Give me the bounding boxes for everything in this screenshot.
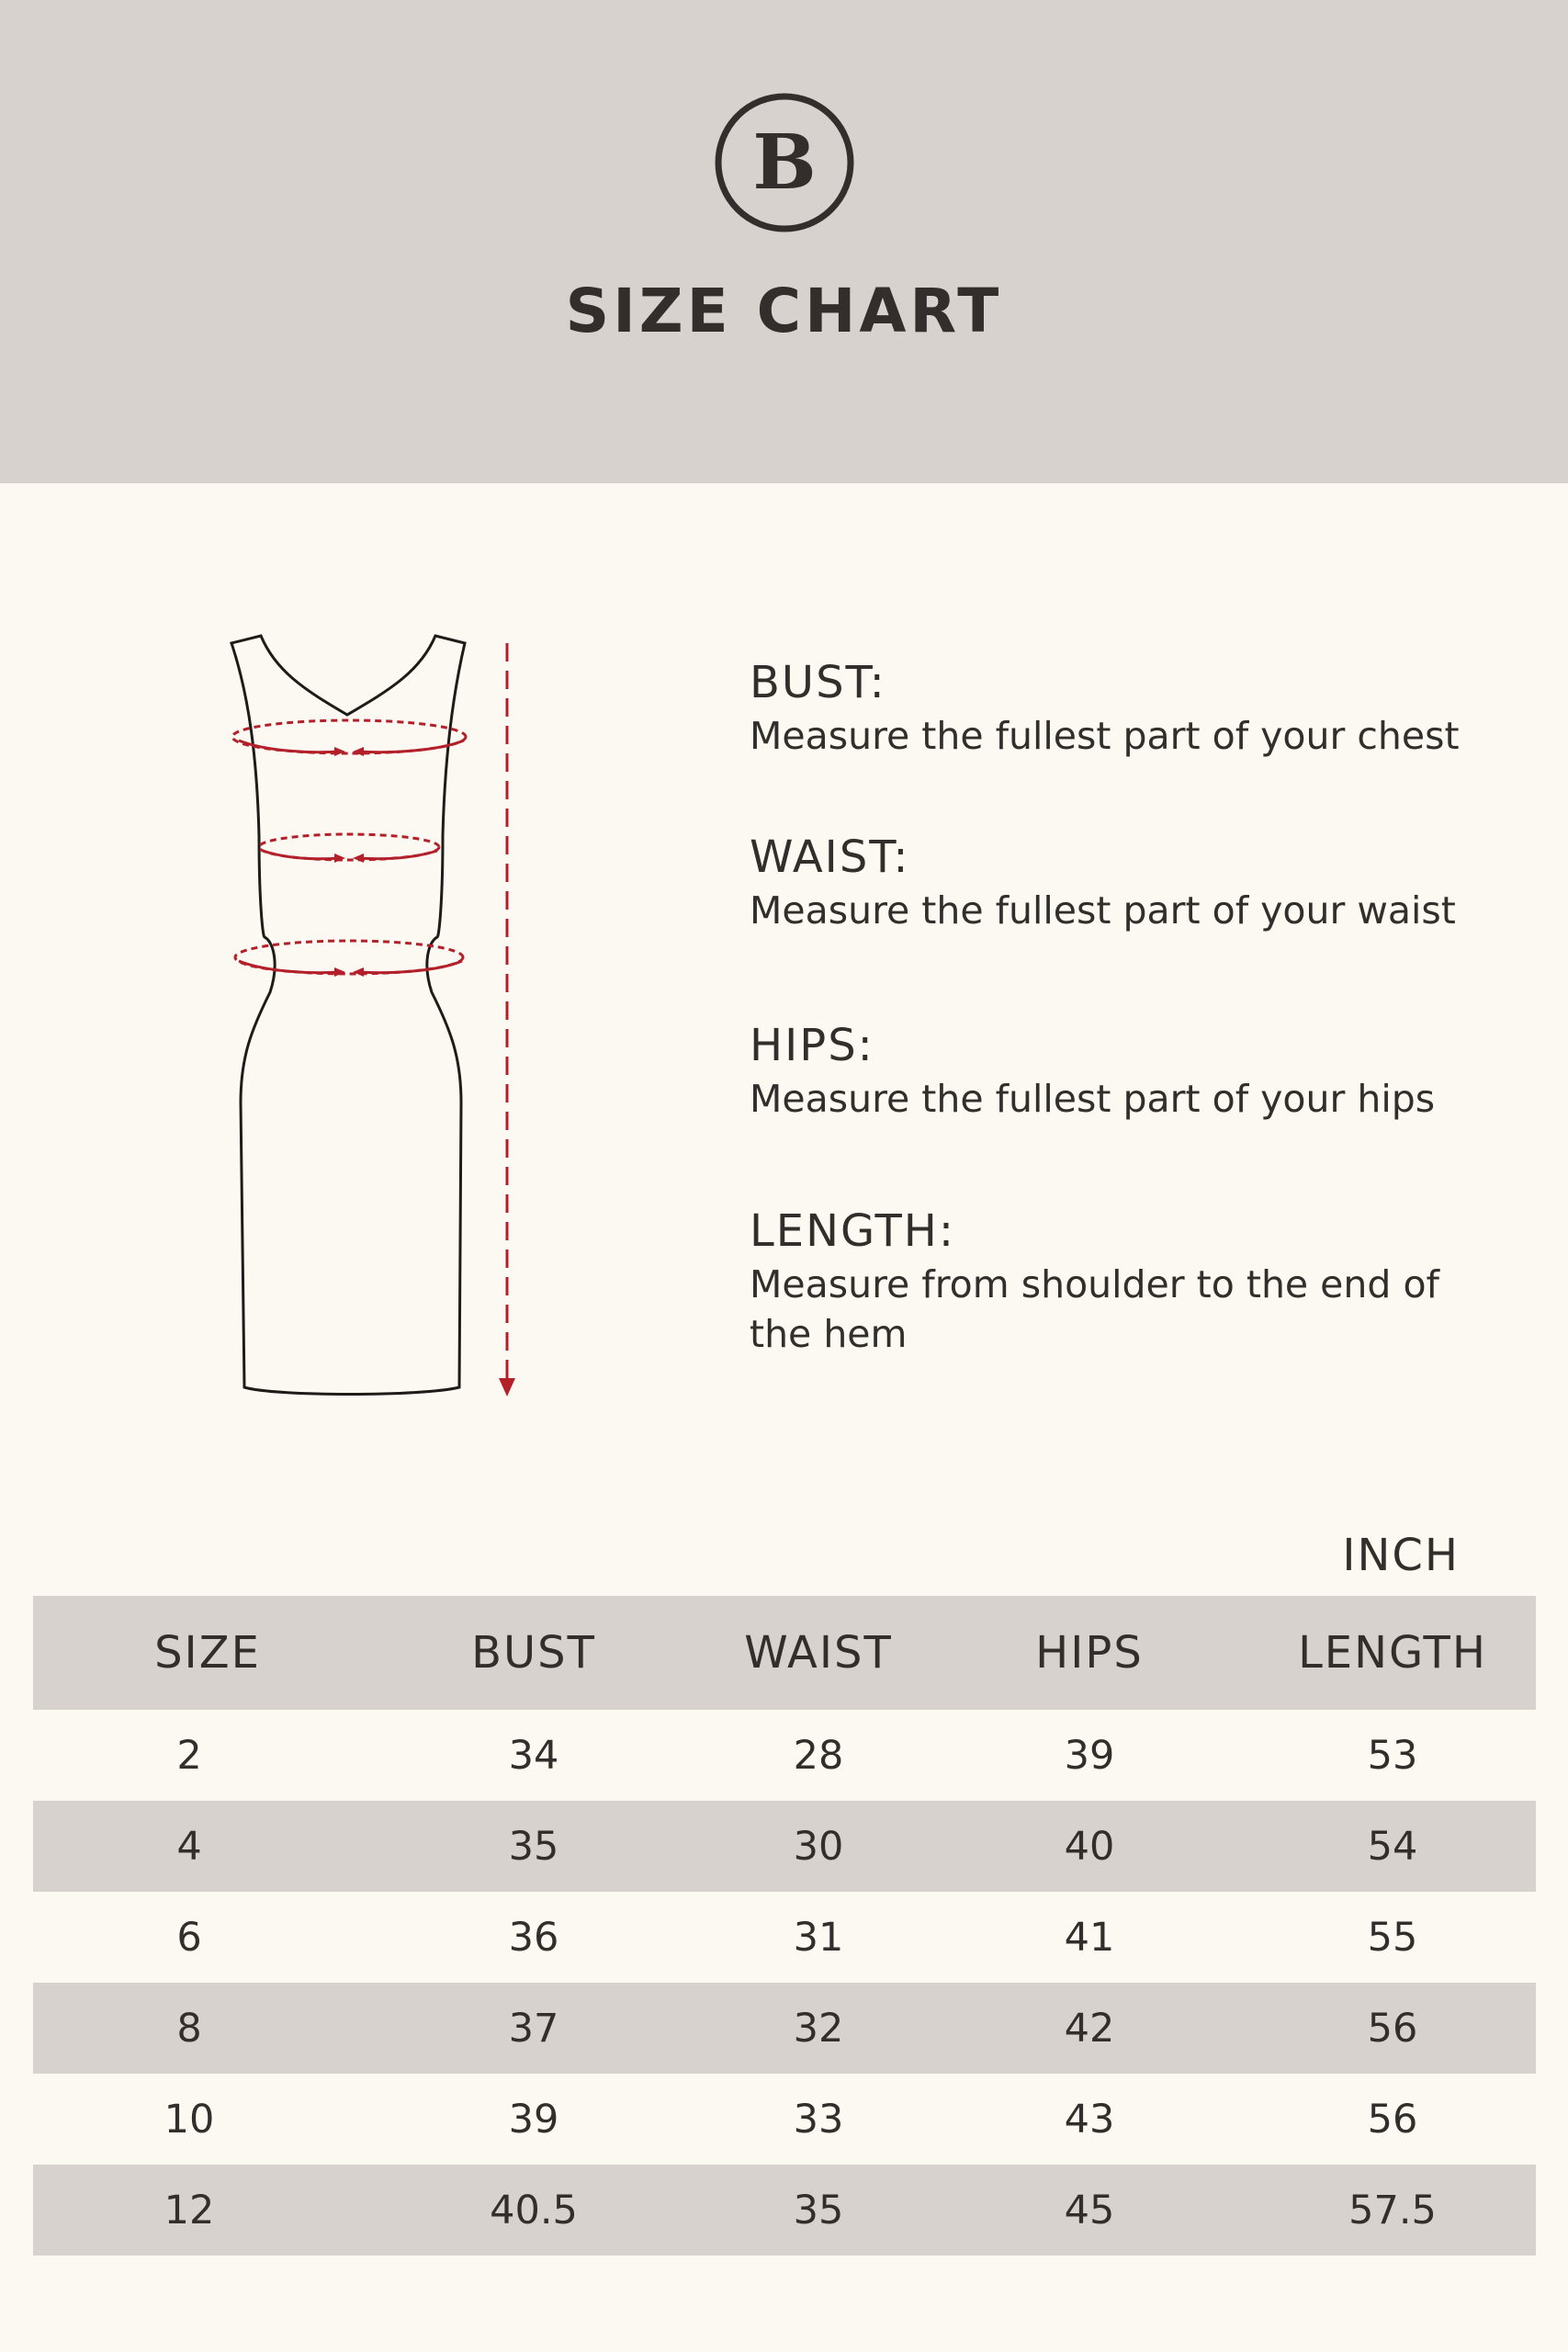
- table-row: [33, 1983, 1536, 2074]
- hips-instruction: [750, 1017, 1530, 1124]
- waist-cell: 33: [793, 2096, 844, 2143]
- hips-label: HIPS:: [750, 1020, 874, 1071]
- size-cell: 2: [176, 1732, 202, 1779]
- bust-cell: 36: [508, 1914, 559, 1961]
- length-cell: 53: [1367, 1732, 1418, 1779]
- bust-description: Measure the fullest part of your chest: [750, 714, 1460, 758]
- hips-cell: 42: [1064, 2005, 1115, 2052]
- column-header-bust: BUST: [471, 1627, 596, 1679]
- waist-instruction: [750, 829, 1530, 935]
- hips-cell: 40: [1064, 1823, 1115, 1870]
- unit-label: INCH: [1342, 1530, 1460, 1581]
- table-row: [33, 2074, 1536, 2165]
- table-row: [33, 1801, 1536, 1892]
- waist-cell: 35: [793, 2187, 844, 2233]
- table-row: [33, 1892, 1536, 1983]
- page-title: SIZE CHART: [565, 276, 1003, 346]
- waist-label: WAIST:: [750, 831, 910, 883]
- header-band: [0, 0, 1568, 483]
- brand-logo-icon: [713, 91, 856, 234]
- table-row: [33, 1710, 1536, 1801]
- bust-label: BUST:: [750, 657, 886, 708]
- hips-description: Measure the fullest part of your hips: [750, 1077, 1436, 1121]
- column-header-hips: HIPS: [1035, 1627, 1144, 1679]
- bust-cell: 40.5: [490, 2187, 578, 2233]
- hips-cell: 43: [1064, 2096, 1115, 2143]
- hips-cell: 45: [1064, 2187, 1115, 2233]
- size-cell: 4: [176, 1823, 202, 1870]
- length-cell: 57.5: [1348, 2187, 1437, 2233]
- column-header-waist: WAIST: [744, 1627, 893, 1679]
- logo-letter: B: [752, 119, 817, 207]
- size-cell: 6: [176, 1914, 202, 1961]
- bust-cell: 34: [508, 1732, 559, 1779]
- hips-cell: 39: [1064, 1732, 1115, 1779]
- waist-cell: 28: [793, 1732, 844, 1779]
- length-label: LENGTH:: [750, 1205, 956, 1257]
- length-cell: 54: [1367, 1823, 1418, 1870]
- dress-diagram-icon: [202, 625, 533, 1406]
- size-cell: 8: [176, 2005, 202, 2052]
- length-instruction: [750, 1203, 1503, 1359]
- waist-cell: 32: [793, 2005, 844, 2052]
- length-cell: 56: [1367, 2096, 1418, 2143]
- waist-description: Measure the fullest part of your waist: [750, 888, 1456, 933]
- size-table: [33, 1596, 1536, 2256]
- waist-cell: 31: [793, 1914, 844, 1961]
- size-cell: 10: [164, 2096, 215, 2143]
- column-header-length: LENGTH: [1298, 1627, 1487, 1679]
- bust-instruction: [750, 654, 1530, 761]
- length-cell: 55: [1367, 1914, 1418, 1961]
- table-header-row: [33, 1596, 1536, 1710]
- bust-cell: 35: [508, 1823, 559, 1870]
- size-cell: 12: [164, 2187, 215, 2233]
- hips-cell: 41: [1064, 1914, 1115, 1961]
- waist-cell: 30: [793, 1823, 844, 1870]
- length-cell: 56: [1367, 2005, 1418, 2052]
- bust-cell: 37: [508, 2005, 559, 2052]
- length-description: Measure from shoulder to the end of the hem: [750, 1262, 1439, 1356]
- column-header-size: SIZE: [154, 1627, 261, 1679]
- bust-cell: 39: [508, 2096, 559, 2143]
- table-row: [33, 2165, 1536, 2256]
